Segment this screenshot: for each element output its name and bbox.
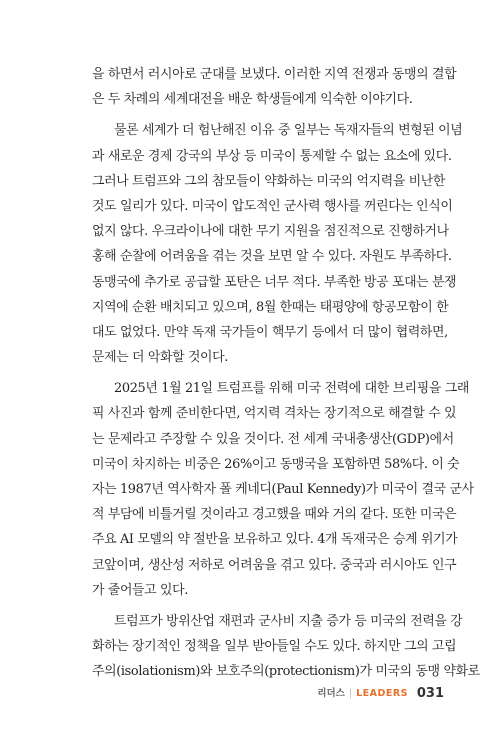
article-body bbox=[92, 62, 480, 685]
page-footer bbox=[0, 684, 500, 704]
text-line: 주의(isolationism)와 보호주의(protectionism)가 미국의 동맹 약화로 bbox=[92, 664, 480, 680]
text-line: 는 문제라고 주장할 수 있을 것이다. 전 세계 국내총생산(GDP)에서 bbox=[92, 431, 454, 447]
text-line: 을 하면서 러시아로 군대를 보냈다. 이러한 지역 전쟁과 동맹의 결합 bbox=[92, 67, 457, 82]
paragraph bbox=[92, 118, 463, 370]
text-line: 적 부담에 비틀거릴 것이라고 경고했을 때와 거의 같다. 또한 미국은 bbox=[92, 507, 457, 523]
text-line: 것도 일리가 있다. 미국이 압도적인 군사력 행사를 꺼린다는 인식이 bbox=[92, 198, 453, 214]
text-line: 은 두 차례의 세계대전을 배운 학생들에게 익숙한 이야기다. bbox=[92, 92, 413, 108]
magazine-name-korean: 리더스 bbox=[317, 688, 345, 699]
paragraph bbox=[92, 62, 457, 112]
text-line: 지역에 순환 배치되고 있으며, 8월 한때는 태평양에 항공모함이 한 bbox=[92, 299, 449, 315]
text-line: 문제는 더 악화할 것이다. bbox=[92, 350, 229, 366]
text-line: 코앞이며, 생산성 저하로 어려움을 겪고 있다. 중국과 러시아도 인구 bbox=[92, 557, 457, 573]
page-number: 031 bbox=[416, 686, 444, 701]
text-line: 없지 않다. 우크라이나에 대한 무기 지원을 점진적으로 진행하거나 bbox=[92, 224, 449, 240]
text-line: 화하는 장기적인 정책을 일부 받아들일 수도 있다. 하지만 그의 고립 bbox=[92, 639, 457, 655]
text-line: 2025년 1월 21일 트럼프를 위해 미국 전력에 대한 브리핑을 그래 bbox=[114, 381, 469, 397]
text-line: 자는 1987년 역사학자 폴 케네디(Paul Kennedy)가 미국이 결국 군사 bbox=[92, 482, 474, 497]
paragraph bbox=[92, 609, 480, 685]
text-line: 트럼프가 방위산업 재편과 군사비 지출 증가 등 미국의 전력을 강 bbox=[114, 613, 463, 629]
text-line: 물론 세계가 더 험난해진 이유 중 일부는 독재자들의 변형된 이념 bbox=[114, 123, 463, 139]
text-line: 홍해 순찰에 어려움을 겪는 것을 보면 알 수 있다. 자원도 부족하다. bbox=[92, 249, 452, 265]
text-line: 대도 없었다. 만약 독재 국가들이 핵무기 등에서 더 많이 협력하면, bbox=[92, 324, 448, 340]
text-line: 주요 AI 모델의 약 절반을 보유하고 있다. 4개 독재국은 승계 위기가 bbox=[92, 532, 458, 548]
paragraph bbox=[92, 376, 474, 603]
text-line: 가 줄어들고 있다. bbox=[92, 582, 188, 598]
text-line: 미국이 차지하는 비중은 26%이고 동맹국을 포함하면 58%다. 이 숫 bbox=[92, 456, 460, 472]
text-line: 과 새로운 경제 강국의 부상 등 미국이 통제할 수 없는 요소에 있다. bbox=[92, 148, 452, 164]
text-line: 그러나 트럼프와 그의 참모들이 약화하는 미국의 억지력을 비난한 bbox=[92, 173, 445, 189]
magazine-name bbox=[317, 684, 408, 704]
text-line: 픽 사진과 함께 준비한다면, 억지력 격차는 장기적으로 해결할 수 있 bbox=[92, 406, 457, 422]
text-line: 동맹국에 추가로 공급할 포탄은 너무 적다. 부족한 방공 포대는 분쟁 bbox=[92, 274, 457, 290]
magazine-name-english: LEADERS bbox=[356, 688, 408, 699]
footer-separator: | bbox=[348, 688, 353, 699]
